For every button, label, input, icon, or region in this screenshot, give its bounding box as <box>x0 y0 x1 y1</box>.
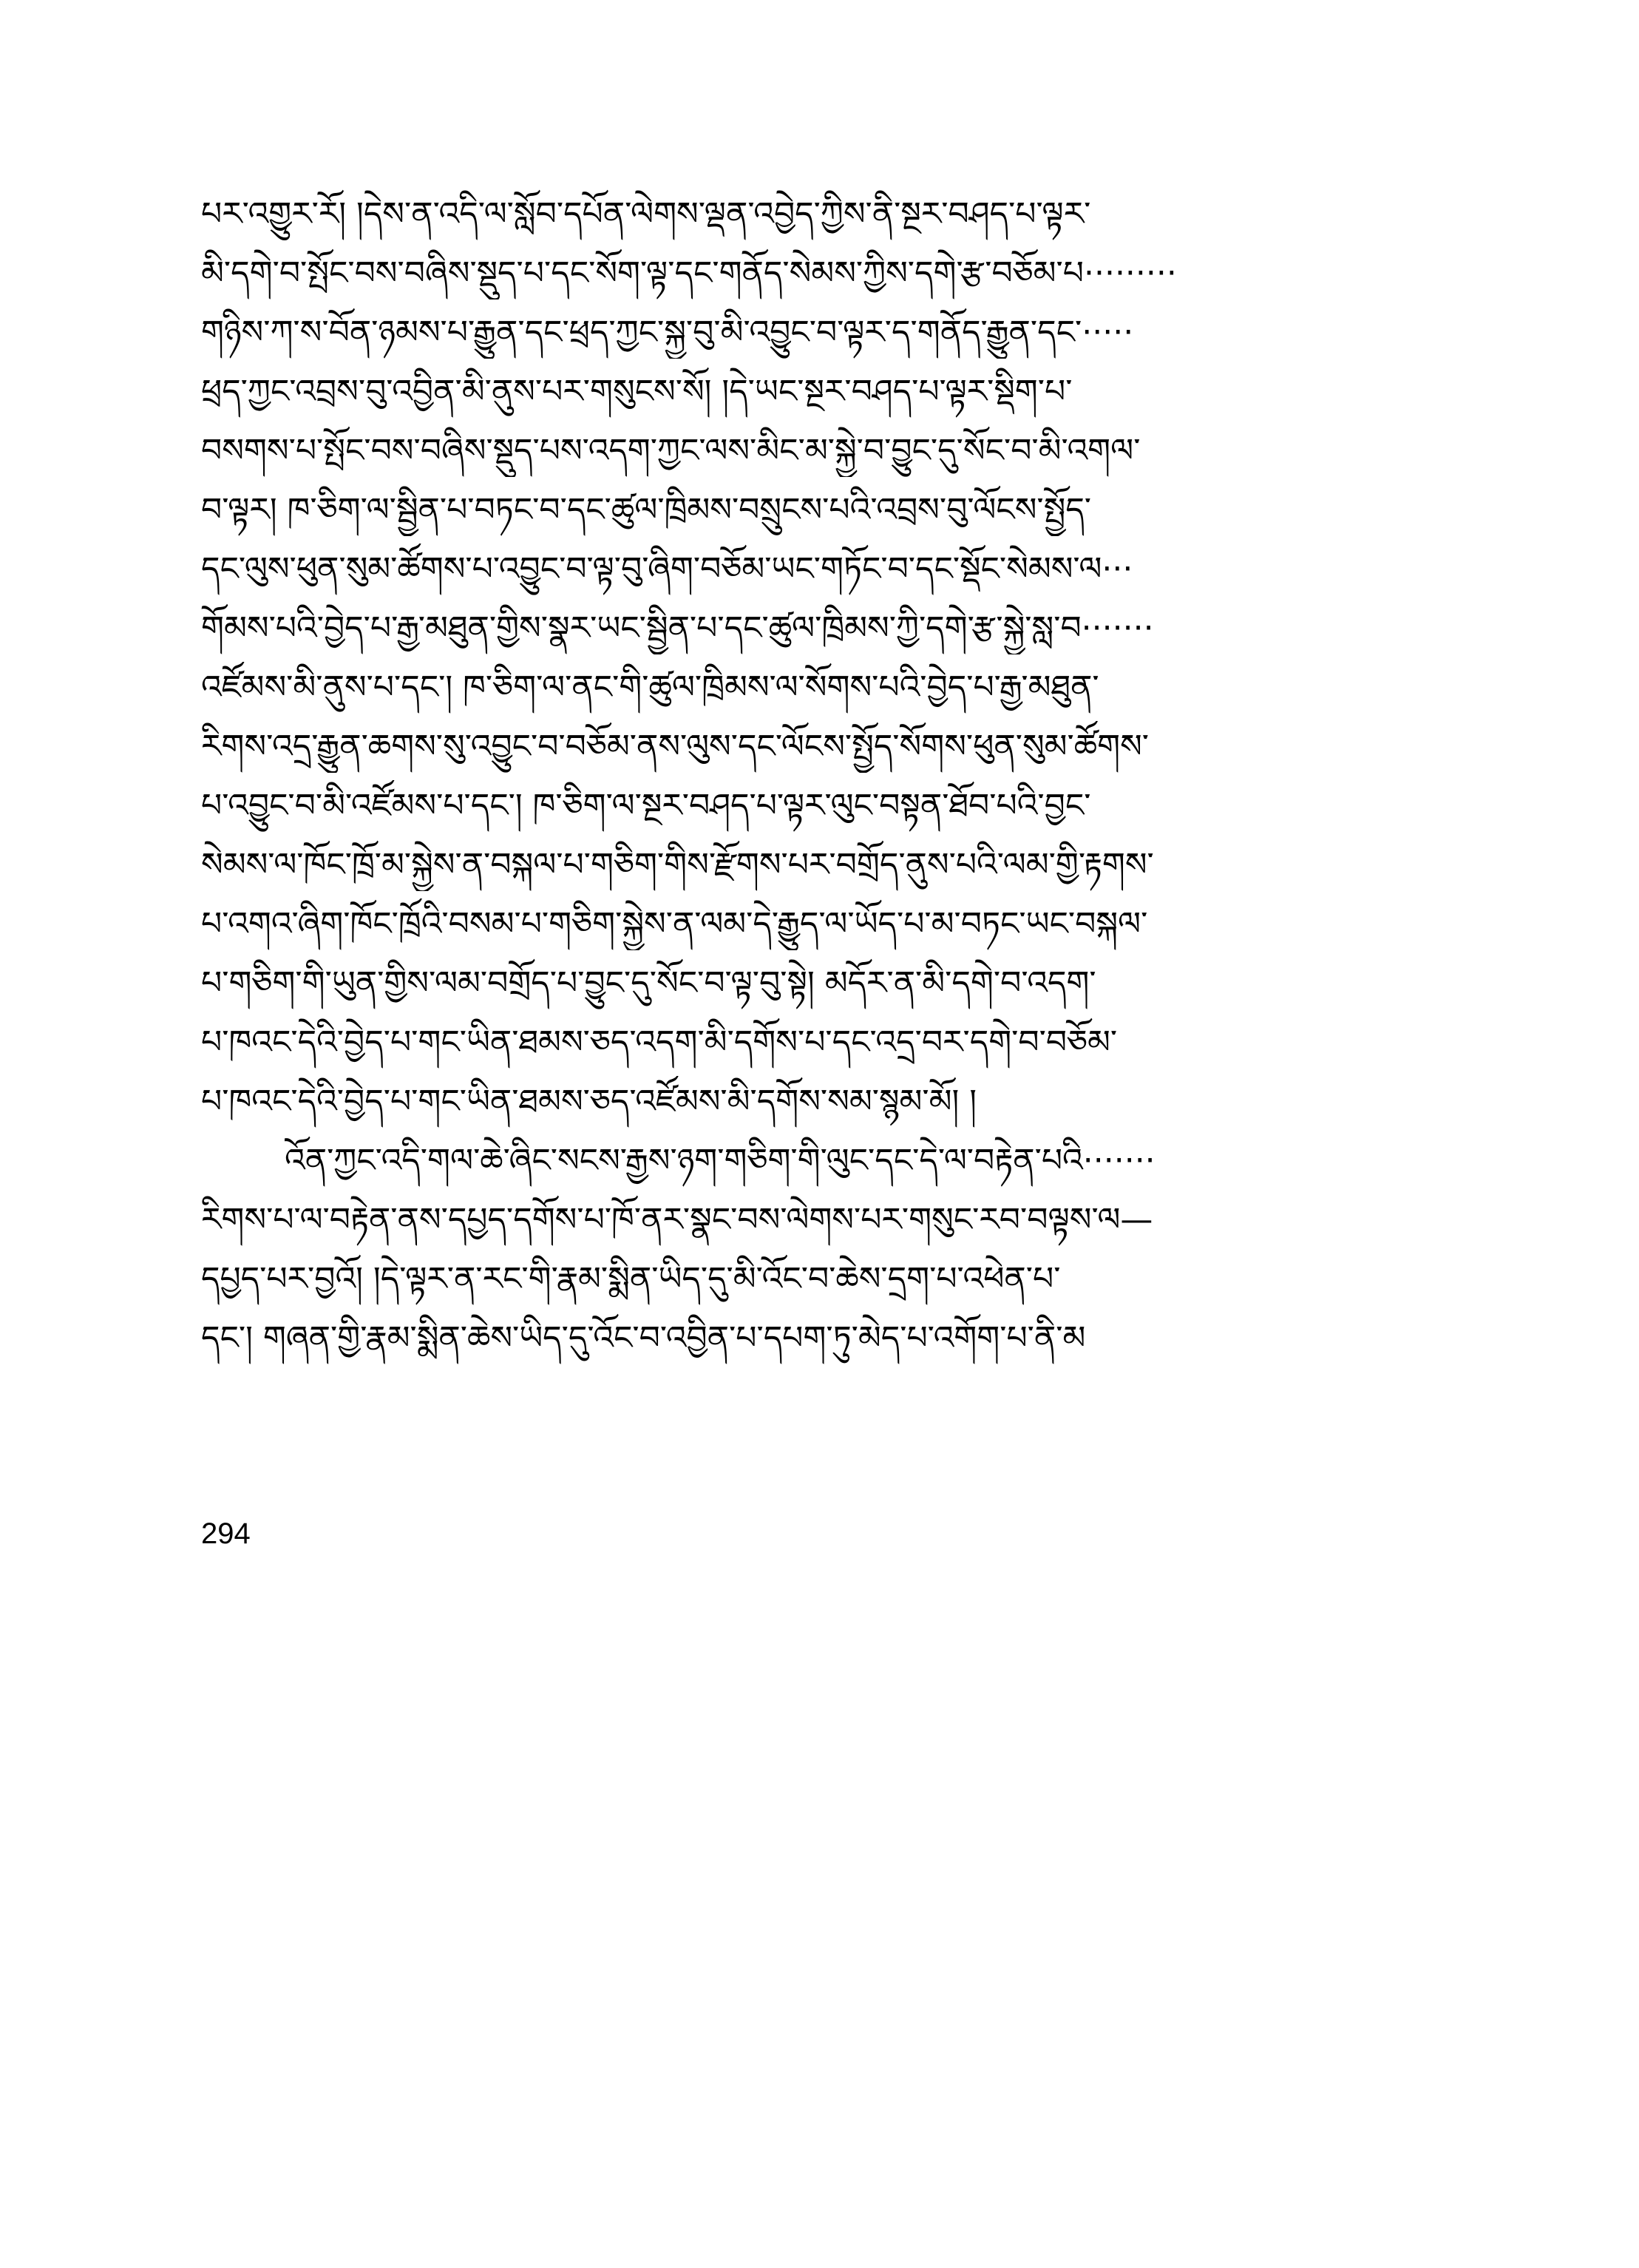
text-line: པ་འབྱུང་བ་མི་འཛོམས་པ་དང་། ཁ་ཅིག་ལ་སྔར་བཤད་པ་ལྟར་ལུང་བསྟན་ཐོབ་པའི་བྱང་ <box>201 787 1091 825</box>
text-line: སེམས་ལ་ཁོང་ཁྲོ་མ་སྐྱེས་ན་བསྐལ་པ་གཅིག་གིས་རྫོགས་པར་བགྲོད་ནུས་པའི་ལམ་གྱི་རྟགས་ <box>201 846 1154 884</box>
text-line: རིགས་འདྲ་རྒྱུན་ཆགས་སུ་འབྱུང་བ་བཅོམ་ནས་ལུས་དང་ལོངས་སྤྱོད་སོགས་ཕུན་སུམ་ཚོགས་ <box>201 728 1150 765</box>
text-line: བསགས་པ་སྤོང་བས་བཞིས་སྡུད་པས་འདག་ཀྱང་ལས་མིང་མ་སྐྱེ་བ་བྱུང་དུ་སོང་བ་མི་འགལ་ <box>201 432 1141 470</box>
text-line: གོམས་པའི་བྱེད་པ་རྒྱ་མཐུན་གྱིས་སྣར་ཡང་སྦྱིན་པ་དང་ཚུལ་ཁྲིམས་ཀྱི་དགེ་རྩ་སྐྱེ་སླ་བ······· <box>201 609 1154 647</box>
text-line: དང་། གཞན་གྱི་རྣམ་སྨིན་ཆེས་ཡིད་དུ་འོང་བ་འབྱིན་པ་དཔག་ཏུ་མེད་པ་འགོག་པ་ནི་མ <box>201 1319 1086 1357</box>
text-line: དང་ལུས་ཕུན་སུམ་ཚོགས་པ་འབྱུང་བ་ལྟ་བུ་ཞིག་བཅོམ་ཡང་གཏོང་བ་དང་སྡོང་སེམས་ལ··· <box>201 550 1133 588</box>
text-line: དཔྱད་པར་བྱའོ། །དེ་ལྟར་ན་རང་གི་རྣམ་སྨིན་ཡིད་དུ་མི་འོང་བ་ཆེས་དྲག་པ་འཕེན་པ་ <box>201 1260 1061 1298</box>
text-line: གཉིས་ཀ་ས་བོན་ཉམས་པ་རྒྱུན་དང་ཕྲད་ཀྱང་སྐྱ་བུ་མི་འབྱུང་བ་ལྟར་ད་གནོད་རྒྱུན་དང་····· <box>201 314 1134 351</box>
text-line: པ་ཁའང་དེའི་བྱེད་པ་གང་ཡིན་ཐམས་ཅད་འདག་མི་དགོས་པ་དང་འདྲ་བར་དགེ་བ་བཅོམ་ <box>201 1023 1118 1061</box>
text-line: འཛོམས་མི་ནུས་པ་དང་། ཁ་ཅིག་ལ་ནང་གི་ཚུལ་ཁྲིམས་ལ་སོགས་པའི་བྱེད་པ་རྒྱ་མཐུན་ <box>201 668 1099 706</box>
text-line: བ་ལྟར། ཁ་ཅིག་ལ་སྦྱིན་པ་བཏང་བ་དང་ཚུལ་ཁྲིམས་བསྲུངས་པའི་འབྲས་བུ་ལོངས་སྤྱོད་ <box>201 491 1092 529</box>
text-line: འོན་ཀྱང་འདི་གལ་ཆེ་ཞིང་སངས་རྒྱས་ཉག་གཅིག་གི་ལུང་དང་དེ་ལ་བརྟེན་པའི······· <box>285 1142 1156 1179</box>
text-line: མི་དགེ་བ་སྤོང་བས་བཞིས་སྡུད་པ་དང་སོག་ལྟ་དང་གནོད་སེམས་ཀྱིས་དགེ་རྩ་བཅོམ་པ········· <box>201 254 1177 292</box>
text-line: ཕྲད་ཀྱང་འབྲས་བུ་འབྱིན་མི་ནུས་པར་གསུངས་སོ། །དེ་ཡང་སྔར་བཤད་པ་ལྟར་སྡིག་པ་ <box>201 373 1073 410</box>
text-line: རིགས་པ་ལ་བརྟེན་ནས་དཔྱད་དགོས་པ་ཁོ་ནར་སྣང་བས་ལེགས་པར་གསུང་རབ་བལྟས་ལ— <box>201 1201 1153 1239</box>
text-line: པ་འགའ་ཞིག་ཁོང་ཁྲོའི་བསམ་པ་གཅིག་སྐྱེས་ན་ལམ་དེ་རྒྱུད་ལ་ཡོད་པ་མ་བཏང་ཡང་བསྐལ་ <box>201 905 1148 943</box>
page-number: 294 <box>201 1517 251 1550</box>
text-line: པ་གཅིག་གི་ཡུན་གྱིས་ལམ་བགྲོད་པ་བྱུང་དུ་སོང་བ་ལྟ་བུ་སྟེ། མདོར་ན་མི་དགེ་བ་འདག་ <box>201 964 1096 1002</box>
text-line: པར་འགྱུར་རོ། །དེས་ན་འདི་ལ་སློབ་དཔོན་ལེགས་ལྡན་འབྱེད་ཀྱིས་ནི་སྔར་བཤད་པ་ལྟར་ <box>201 195 1091 233</box>
text-line: པ་ཁའང་དེའི་བྱེད་པ་གང་ཡིན་ཐམས་ཅད་འཛོམས་མི་དགོས་སམ་སྙམ་མོ། ། <box>201 1083 977 1120</box>
